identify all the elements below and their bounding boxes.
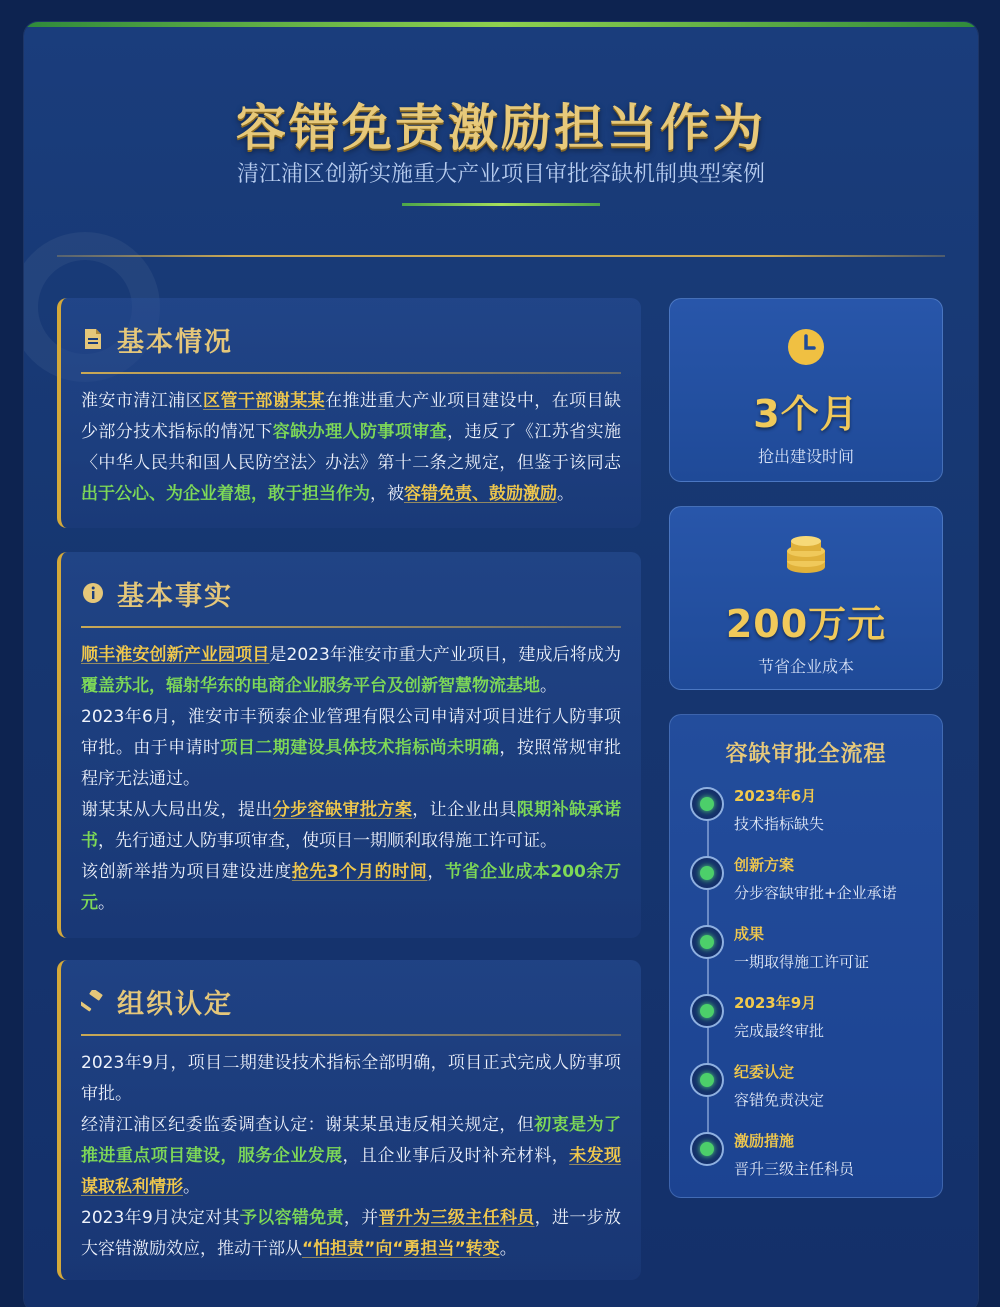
section-paragraph [81,702,621,795]
highlight-text: 限期补缺承诺书 [81,800,622,851]
clock-icon [670,327,942,367]
text-run: ，进一步放大容错激励效应，推动干部从 [81,1208,622,1259]
highlight-text: 区管干部谢某某 [203,391,326,411]
step-marker-icon [690,856,724,890]
text-run: 是2023年淮安市重大产业项目，建成后将成为 [269,645,622,665]
section-paragraph [81,795,621,857]
step-name: 成果 [734,925,765,943]
text-run: 。 [183,1177,200,1197]
section-paragraph [81,386,621,510]
basic-facts-panel [57,552,641,938]
section-title: 基本情况 [117,326,233,358]
section-paragraph [81,857,621,919]
step-name: 2023年6月 [734,787,817,805]
text-run: 。 [499,1239,517,1259]
step-marker-icon [690,1132,724,1166]
highlight-text: 未发现谋取私利情形 [81,1146,622,1197]
text-run: ， [427,862,445,882]
stat-card-time [669,298,943,482]
step-marker-icon [690,994,724,1028]
flow-step [690,990,930,1050]
section-title: 组织认定 [117,988,233,1020]
highlight-text: 晋升为三级主任科员 [378,1208,535,1228]
section-rule [81,1034,621,1036]
flow-step [690,1128,930,1188]
page-subtitle: 清江浦区创新实施重大产业项目审批容缺机制典型案例 [236,162,765,187]
stat-label: 节省企业成本 [757,657,854,676]
flow-step [690,1059,930,1119]
flow-title: 容缺审批全流程 [725,742,887,767]
org-recognition-panel [57,960,641,1280]
highlight-text: “怕担责”向“勇担当”转变 [302,1239,500,1259]
page-frame [24,22,978,1307]
step-desc: 容错免责决定 [734,1091,825,1109]
step-marker-icon [690,925,724,959]
step-desc: 完成最终审批 [734,1022,825,1040]
text-run: 2023年6月，淮安市丰预泰企业管理有限公司申请对项目进行人防事项审批。由于申请时 [81,707,621,758]
text-run: 。 [557,484,574,504]
header-divider [57,255,945,257]
flow-step [690,783,930,843]
highlight-text: 节省企业成本200余万元 [81,862,622,913]
step-name: 创新方案 [734,856,795,874]
coins-icon [670,533,942,575]
section-rule [81,626,621,628]
step-desc: 分步容缺审批+企业承诺 [734,884,897,902]
flow-step [690,921,930,981]
highlight-text: 抢先3个月的时间 [291,862,428,882]
title-underline [402,203,600,206]
stat-value: 200万元 [725,602,887,646]
step-desc: 晋升三级主任科员 [734,1160,855,1178]
flow-step [690,852,930,912]
top-accent-bar [24,22,978,27]
text-run: ，并 [343,1208,379,1228]
stat-card-cost [669,506,943,690]
text-run: 淮安市清江浦区 [81,391,204,411]
approval-flow-panel [669,714,943,1198]
info-icon [81,581,105,605]
step-marker-icon [690,787,724,821]
page-title: 容错免责激励担当作为 [236,99,766,157]
highlight-text: 覆盖苏北，辐射华东的电商企业服务平台及创新智慧物流基地 [81,676,540,696]
highlight-text: 予以容错免责 [239,1208,344,1228]
highlight-text: 初衷是为了推进重点项目建设，服务企业发展 [81,1115,621,1166]
section-paragraph: 2023年9月，项目二期建设技术指标全部明确，项目正式完成人防事项审批。 [81,1053,621,1104]
section-paragraph [81,640,621,702]
gavel-icon [81,989,105,1013]
highlight-text: 项目二期建设具体技术指标尚未明确 [220,738,500,758]
section-rule [81,372,621,374]
text-run: 经清江浦区纪委监委调查认定：谢某某虽违反相关规定，但 [81,1115,535,1135]
basic-situation-panel [57,298,641,528]
text-run: 该创新举措为项目建设进度 [81,862,292,882]
step-marker-icon [690,1063,724,1097]
highlight-text: 容缺办理人防事项审查 [272,422,448,442]
text-run: ，违反了《江苏省实施〈中华人民共和国人民防空法〉办法》第十二条之规定，但鉴于该同志 [81,422,622,473]
document-icon [81,327,105,351]
step-desc: 技术指标缺失 [734,815,825,833]
highlight-text: 容错免责、鼓励激励 [404,484,557,504]
step-name: 纪委认定 [734,1063,795,1081]
step-name: 2023年9月 [734,994,817,1012]
text-run: ，且企业事后及时补充材料， [342,1146,570,1166]
highlight-text: 顺丰淮安创新产业园项目 [81,645,270,665]
text-run: ，被 [370,484,404,504]
text-run: 。 [98,893,115,913]
text-run: 在推进重大产业项目建设中，在项目缺少部分技术指标的情况下 [81,391,622,442]
text-run: ，让企业出具 [412,800,517,820]
step-name: 激励措施 [734,1132,795,1150]
step-desc: 一期取得施工许可证 [734,953,870,971]
text-run: 。 [540,676,557,696]
text-run: 谢某某从大局出发，提出 [81,800,273,820]
text-run: ，先行通过人防事项审查，使项目一期顺利取得施工许可证。 [98,831,557,851]
section-title: 基本事实 [117,580,233,612]
section-paragraph [81,1110,621,1203]
text-run: 2023年9月决定对其 [81,1208,240,1228]
stat-value: 3个月 [753,392,859,436]
highlight-text: 分步容缺审批方案 [272,800,413,820]
highlight-text: 出于公心、为企业着想，敢于担当作为 [81,484,370,504]
stat-label: 抢出建设时间 [757,447,854,466]
section-paragraph [81,1203,621,1265]
text-run: ，按照常规审批程序无法通过。 [81,738,622,789]
